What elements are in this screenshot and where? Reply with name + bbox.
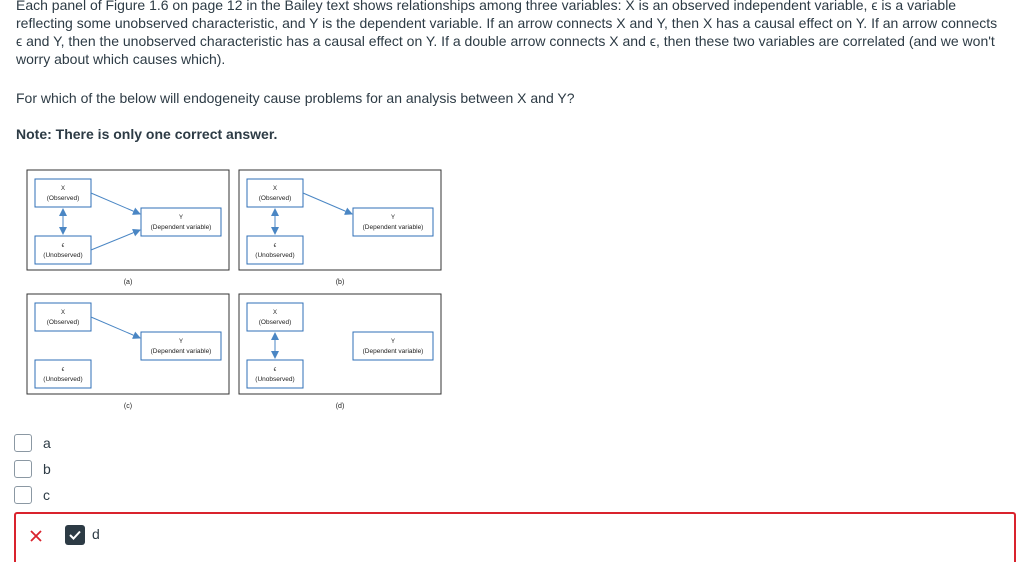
question-prompt: For which of the below will endogeneity cause problems for an analysis between X and Y? bbox=[16, 90, 575, 106]
panel-d-caption: (d) bbox=[335, 403, 345, 410]
panel-a-node-e-label: (Unobserved) bbox=[43, 252, 83, 259]
answer-option-b[interactable] bbox=[14, 459, 51, 479]
panel-d-node-y-symbol: Y bbox=[390, 339, 396, 345]
checkbox-c[interactable] bbox=[14, 486, 32, 504]
checkbox-a[interactable] bbox=[14, 434, 32, 452]
panel-d-node-y-label: (Dependent variable) bbox=[362, 348, 424, 355]
panel-a-node-e bbox=[35, 236, 91, 264]
checkmark-icon bbox=[69, 530, 81, 540]
x-icon bbox=[16, 514, 56, 558]
answer-label-d: d bbox=[92, 526, 100, 542]
panel-d-node-e-label: (Unobserved) bbox=[255, 376, 295, 383]
panel-c-node-y bbox=[141, 332, 221, 360]
panel-a-node-y-label: (Dependent variable) bbox=[150, 224, 212, 231]
panel-b-node-e bbox=[247, 236, 303, 264]
panel-c-node-e-label: (Unobserved) bbox=[43, 376, 83, 383]
checkbox-d-checked[interactable] bbox=[65, 525, 85, 545]
panel-c-node-e bbox=[35, 360, 91, 388]
panel-c-node-y-symbol: Y bbox=[178, 339, 184, 345]
panel-a-node-x bbox=[35, 179, 91, 207]
panel-b-node-y-symbol: Y bbox=[390, 215, 396, 221]
panel-c-node-y-label: (Dependent variable) bbox=[150, 348, 212, 355]
answer-option-a[interactable] bbox=[14, 433, 51, 453]
answer-label-b: b bbox=[43, 461, 51, 477]
selected-answer-incorrect bbox=[14, 512, 1016, 562]
panel-a-node-x-label: (Observed) bbox=[46, 195, 80, 202]
panel-d-node-e-symbol: ϵ bbox=[273, 367, 277, 373]
panel-c-node-e-symbol: ϵ bbox=[61, 367, 65, 373]
panel-c-node-x-symbol: X bbox=[60, 310, 66, 316]
panel-a-caption: (a) bbox=[123, 279, 133, 286]
panel-c-node-x bbox=[35, 303, 91, 331]
panel-d-node-x-label: (Observed) bbox=[258, 319, 292, 326]
panel-b-node-e-label: (Unobserved) bbox=[255, 252, 295, 259]
panel-a-node-x-symbol: X bbox=[60, 186, 66, 192]
panel-c-caption: (c) bbox=[123, 403, 133, 410]
panel-b-node-e-symbol: ϵ bbox=[273, 243, 277, 249]
question-text: Each panel of Figure 1.6 on page 12 in the Bailey text shows relationships among three variables: X is an observed independent variable, ϵ is a variable reflecting some unobserved characteristic, and Y is the dependent variable. If an arrow connects X and Y, then X has a causal effect on Y. If an arrow connects ϵ and Y, then the unobserved characteristic has a causal effect on Y. If a double arrow connects X and ϵ, then these two variables are correlated (and we won't worry about which causes which). bbox=[16, 0, 998, 67]
panel-b-node-y bbox=[353, 208, 433, 236]
panel-b-caption: (b) bbox=[335, 279, 345, 286]
panel-d-node-x bbox=[247, 303, 303, 331]
answer-label-a: a bbox=[43, 435, 51, 451]
panel-b-node-x-label: (Observed) bbox=[258, 195, 292, 202]
panel-b-node-y-label: (Dependent variable) bbox=[362, 224, 424, 231]
answer-option-c[interactable] bbox=[14, 485, 50, 505]
panel-a-node-y bbox=[141, 208, 221, 236]
panel-d-node-y bbox=[353, 332, 433, 360]
checkbox-b[interactable] bbox=[14, 460, 32, 478]
figure-1-6 bbox=[24, 166, 444, 421]
figure-diagram bbox=[24, 166, 444, 416]
question-note: Note: There is only one correct answer. bbox=[16, 126, 278, 142]
answer-label-c: c bbox=[43, 487, 50, 503]
panel-a-node-e-symbol: ϵ bbox=[61, 243, 65, 249]
panel-d-node-e bbox=[247, 360, 303, 388]
panel-b-node-x-symbol: X bbox=[272, 186, 278, 192]
panel-a-node-y-symbol: Y bbox=[178, 215, 184, 221]
panel-c-node-x-label: (Observed) bbox=[46, 319, 80, 326]
panel-b-node-x bbox=[247, 179, 303, 207]
panel-d-node-x-symbol: X bbox=[272, 310, 278, 316]
